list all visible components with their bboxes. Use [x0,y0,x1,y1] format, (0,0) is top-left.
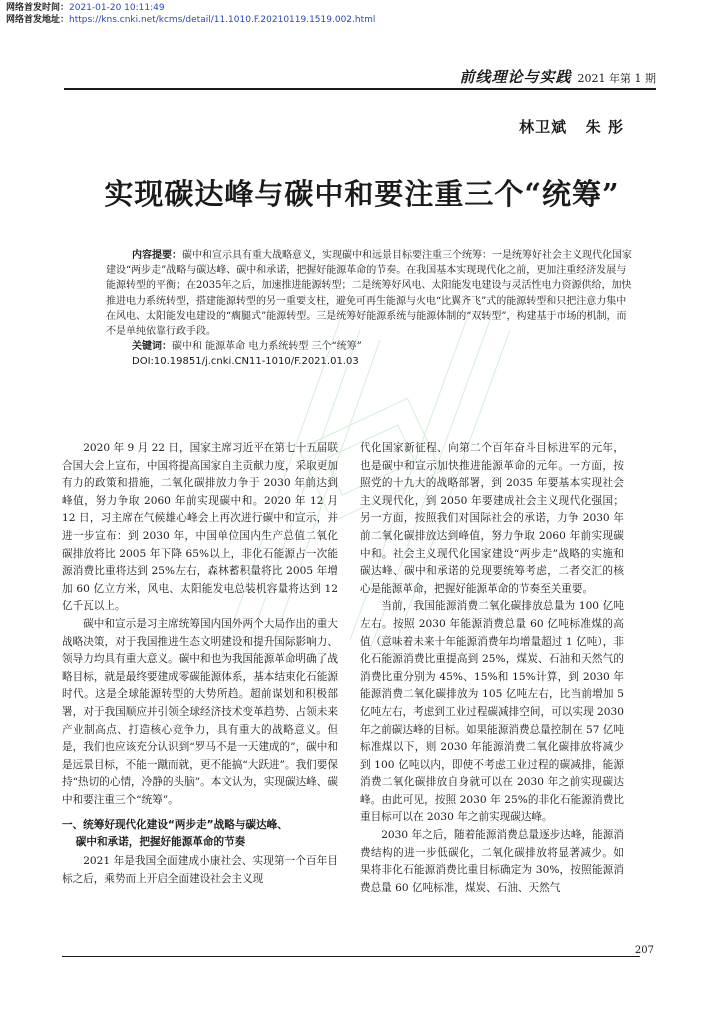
abstract-block [106,248,632,370]
body-paragraph-continued: 代化国家新征程、向第二个百年奋斗目标进军的元年，也是碳中和宣示加快推进能源革命的元年。一方面，按照党的十九大的战略部署，到 2035 年要基本实现社会主义现代化，到 2050 年要建成社会主义现代化强国；另一方面，按照我们对国际社会的承诺，力争 2030 年前二氧化碳排放达到峰值，努力争取 2060 年前实现碳中和。社会主义现代化国家建设“两步走”战略的实施和碳达峰、碳中和承诺的兑现要统筹考虑，二者交汇的核心是能源革命，把握好能源革命的节奏至关重要。 [360,442,624,595]
abstract-paragraph [106,248,632,339]
article-title: 实现碳达峰与碳中和要注重三个“统筹” [104,177,620,211]
cnki-url-label: 网络首发地址： [6,15,70,25]
cnki-publish-url [6,15,375,26]
section-heading-line1: 一、统筹好现代化建设“两步走”战略与碳达峰、 [62,819,288,832]
page-number: 207 [634,945,654,956]
body-paragraph: 2020 年 9 月 22 日，国家主席习近平在第七十五届联合国大会上宣布，中国将提高国家自主贡献力度，采取更加有力的政策和措施，二氧化碳排放力争于 2030 年前达到峰值，努力争取 2060 年前实现碳中和。2020 年 12 月 12 日，习主席在气候雄心峰会上再次进行碳中和宣示，并进一步宣布：到 2030 年，中国单位国内生产总值二氧化碳排放将比 2005 年下降 65%以上，非化石能源占一次能源消费比重将达到 25%左右，森林蓄积量将比 2005 年增加 60 亿立方米，风电、太阳能发电总装机容量将达到 12 亿千瓦以上。 [62,442,338,613]
cnki-time-label: 网络首发时间： [6,3,70,13]
section-heading-line2: 碳中和承诺，把握好能源革命的节奏 [75,836,246,849]
body-paragraph: 碳中和宣示是习主席统筹国内国外两个大局作出的重大战略决策，对于我国推进生态文明建设和提升国际影响力、领导力均具有重大意义。碳中和也为我国能源革命明确了战略目标，就是最终要建成零碳能源体系，基本结束化石能源时代。这是全球能源转型的大势所趋。超前谋划和积极部署，对于我国顺应并引领全球经济技术变革趋势、占领未来产业制高点、打造核心竞争力，具有重大的战略意义。但是，我们也应该充分认识到“罗马不是一天建成的”，碳中和是远景目标，不能一蹴而就，更不能搞“大跃进”。我们要保持“热切的心情，冷静的头脑”。本文认为，实现碳达峰、碳中和要注重三个“统筹”。 [62,617,338,806]
footer-rule [62,956,640,957]
journal-name: 前线理论与实践 [459,68,572,86]
journal-issue: 2021 年第 1 期 [577,72,656,85]
keywords-text: 碳中和 能源革命 电力系统转型 三个“统筹” [172,341,362,353]
body-paragraph: 2030 年之后，随着能源消费总量逐步达峰，能源消费结构的进一步低碳化，二氧化碳排放将显著减少。如果将非化石能源消费比重目标确定为 30%，按照能源消费总量 60 亿吨标准，煤炭、石油、天然气 [360,829,624,894]
cnki-publish-time [6,3,165,14]
keywords-line [132,339,632,354]
cnki-time-value: 2021-01-20 10:11:49 [69,3,165,13]
cnki-url-link[interactable]: https://kns.cnki.net/kcms/detail/11.1010.F.20210119.1519.002.html [69,15,376,25]
body-column-right [360,440,624,954]
section-heading [62,817,338,851]
body-paragraph: 2021 年是我国全面建成小康社会、实现第一个百年目标之后，乘势而上开启全面建设社会主义现 [62,855,338,886]
body-column-left [62,440,338,930]
abstract-label: 内容提要： [132,250,182,261]
keywords-label: 关键词： [132,341,172,353]
journal-header [460,66,657,87]
article-authors: 林卫斌 朱 彤 [519,118,624,136]
header-rule [64,88,656,90]
abstract-text: 碳中和宣示具有重大战略意义，实现碳中和远景目标要注重三个统筹：一是统筹好社会主义现代化国家建设“两步走”战略与碳达峰、碳中和承诺，把握好能源革命的节奏。在我国基本实现现代化之前，更加注重经济发展与能源转型的平衡；在2035年之后，加速推进能源转型；二是统筹好风电、太阳能发电建设与灵活性电力资源供给，加快推进电力系统转型，搭建能源转型的另一重要支柱，避免可再生能源与火电“比翼齐飞”式的能源转型和只把注意力集中在风电、太阳能发电建设的“瘸腿式”能源转型。三是统筹好能源系统与能源体制的“双转型”，构建基于市场的机制，而不是单纯依靠行政手段。 [106,250,632,338]
doi-line: DOI:10.19851/j.cnki.CN11-1010/F.2021.01.03 [132,356,359,368]
body-paragraph: 当前，我国能源消费二氧化碳排放总量为 100 亿吨左右。按照 2030 年能源消费总量 60 亿吨标准煤的高值（意味着未来十年能源消费年均增量超过 1 亿吨），非化石能源消费比重提高到 25%，煤炭、石油和天然气的消费比重分别为 45%、15%和 15%计算，到 2030 年能源消费二氧化碳排放为 105 亿吨左右，比当前增加 5 亿吨左右，考虑到工业过程碳减排空间，可以实现 2030 年之前碳达峰的目标。如果能源消费总量控制在 57 亿吨标准煤以下，则 2030 年能源消费二氧化碳排放将减少到 100 亿吨以内，即使不考虑工业过程的碳减排，能源消费二氧化碳排放自身就可以在 2030 年之前实现碳达峰。由此可见，按照 2030 年 25%的非化石能源消费比重目标可以在 2030 年之前实现碳达峰。 [360,600,624,824]
